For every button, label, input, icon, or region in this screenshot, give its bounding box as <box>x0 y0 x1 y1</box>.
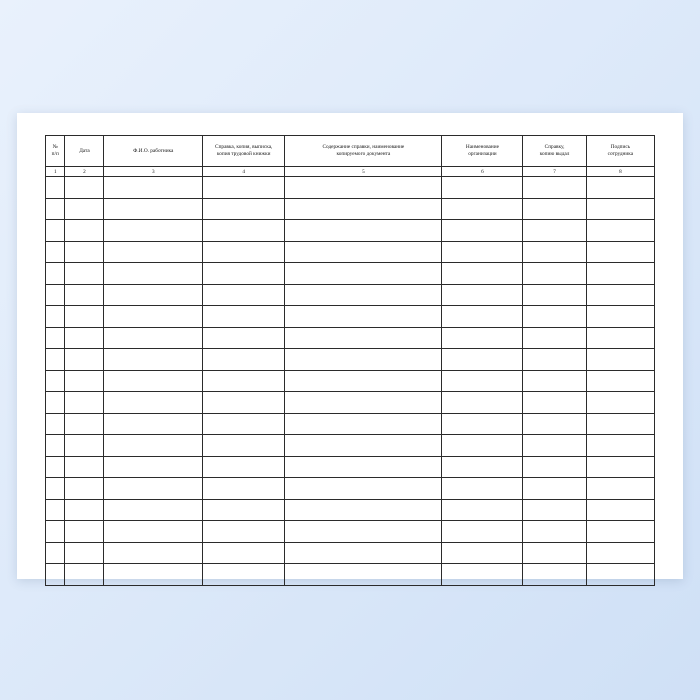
table-cell[interactable] <box>46 370 65 392</box>
table-cell[interactable] <box>104 263 203 285</box>
table-cell[interactable] <box>46 306 65 328</box>
table-cell[interactable] <box>586 370 654 392</box>
column-header-line: Дата <box>79 147 90 154</box>
table-cell[interactable] <box>442 177 523 199</box>
table-cell[interactable] <box>46 220 65 242</box>
table-cell[interactable] <box>104 370 203 392</box>
column-header-organization <box>442 136 523 167</box>
table-cell[interactable] <box>46 435 65 457</box>
table-cell[interactable] <box>285 413 442 435</box>
table-cell[interactable] <box>586 349 654 371</box>
table-cell[interactable] <box>442 499 523 521</box>
table-cell[interactable] <box>104 349 203 371</box>
table-cell[interactable] <box>523 542 586 564</box>
table-cell[interactable] <box>65 413 104 435</box>
table-cell[interactable] <box>104 456 203 478</box>
table-cell[interactable] <box>523 220 586 242</box>
table-cell[interactable] <box>203 392 285 414</box>
column-header-line: п/п <box>51 151 59 157</box>
table-cell[interactable] <box>65 327 104 349</box>
table-cell[interactable] <box>586 263 654 285</box>
table-cell[interactable] <box>104 177 203 199</box>
table-cell[interactable] <box>203 220 285 242</box>
table-cell[interactable] <box>104 564 203 586</box>
table-cell[interactable] <box>104 521 203 543</box>
table-cell[interactable] <box>104 413 203 435</box>
table-cell[interactable] <box>65 370 104 392</box>
table-cell[interactable] <box>442 413 523 435</box>
table-cell[interactable] <box>203 499 285 521</box>
table-row[interactable] <box>46 370 655 392</box>
column-header-line: Справку, <box>544 144 565 151</box>
column-header-employee-signature <box>586 136 654 167</box>
table-cell[interactable] <box>65 564 104 586</box>
table-cell[interactable] <box>586 306 654 328</box>
table-cell[interactable] <box>65 435 104 457</box>
table-cell[interactable] <box>65 198 104 220</box>
table-cell[interactable] <box>203 413 285 435</box>
table-cell[interactable] <box>285 521 442 543</box>
table-cell[interactable] <box>523 478 586 500</box>
table-cell[interactable] <box>442 306 523 328</box>
column-header-content <box>285 136 442 167</box>
table-cell[interactable] <box>203 198 285 220</box>
table-cell[interactable] <box>46 413 65 435</box>
column-header-line: Наименование <box>465 144 499 151</box>
table-cell[interactable] <box>586 327 654 349</box>
table-cell[interactable] <box>285 284 442 306</box>
table-cell[interactable] <box>442 478 523 500</box>
table-cell[interactable] <box>586 564 654 586</box>
table-row[interactable] <box>46 413 655 435</box>
table-cell[interactable] <box>104 306 203 328</box>
table-row[interactable] <box>46 521 655 543</box>
table-row[interactable] <box>46 306 655 328</box>
column-header-line: копию выдал <box>539 151 570 157</box>
table-cell[interactable] <box>203 456 285 478</box>
column-header-line: копия трудовой книжки <box>216 151 271 157</box>
table-cell[interactable] <box>46 241 65 263</box>
table-cell[interactable] <box>65 521 104 543</box>
table-cell[interactable] <box>65 456 104 478</box>
table-cell[interactable] <box>203 349 285 371</box>
table-cell[interactable] <box>523 392 586 414</box>
table-cell[interactable] <box>523 564 586 586</box>
table-cell[interactable] <box>104 284 203 306</box>
table-row[interactable] <box>46 349 655 371</box>
table-row[interactable] <box>46 542 655 564</box>
column-number-cell: 7 <box>523 167 586 177</box>
table-cell[interactable] <box>285 435 442 457</box>
column-header-document-type <box>203 136 285 167</box>
table-cell[interactable] <box>285 349 442 371</box>
table-row[interactable] <box>46 478 655 500</box>
table-cell[interactable] <box>586 499 654 521</box>
table-cell[interactable] <box>523 499 586 521</box>
table-cell[interactable] <box>586 392 654 414</box>
table-cell[interactable] <box>46 478 65 500</box>
document-sheet <box>17 113 683 579</box>
table-cell[interactable] <box>523 413 586 435</box>
column-number-cell: 1 <box>46 167 65 177</box>
table-cell[interactable] <box>46 263 65 285</box>
table-cell[interactable] <box>65 478 104 500</box>
table-cell[interactable] <box>586 220 654 242</box>
table-cell[interactable] <box>65 349 104 371</box>
table-cell[interactable] <box>442 456 523 478</box>
table-cell[interactable] <box>46 284 65 306</box>
column-number-row <box>46 167 655 177</box>
table-cell[interactable] <box>104 220 203 242</box>
table-cell[interactable] <box>442 542 523 564</box>
table-cell[interactable] <box>203 478 285 500</box>
table-cell[interactable] <box>65 306 104 328</box>
table-row[interactable] <box>46 327 655 349</box>
column-header-employee-name <box>104 136 203 167</box>
table-cell[interactable] <box>285 263 442 285</box>
table-cell[interactable] <box>285 220 442 242</box>
column-header-line: Справка, копия, выписка, <box>215 144 273 151</box>
table-cell[interactable] <box>203 241 285 263</box>
table-cell[interactable] <box>65 392 104 414</box>
table-row[interactable] <box>46 456 655 478</box>
table-cell[interactable] <box>104 198 203 220</box>
table-cell[interactable] <box>442 263 523 285</box>
table-cell[interactable] <box>203 177 285 199</box>
table-cell[interactable] <box>523 435 586 457</box>
table-cell[interactable] <box>442 521 523 543</box>
table-cell[interactable] <box>46 456 65 478</box>
table-cell[interactable] <box>586 177 654 199</box>
table-cell[interactable] <box>65 499 104 521</box>
table-cell[interactable] <box>442 392 523 414</box>
table-cell[interactable] <box>104 327 203 349</box>
table-cell[interactable] <box>523 521 586 543</box>
table-header-row <box>46 136 655 167</box>
table-cell[interactable] <box>203 435 285 457</box>
table-cell[interactable] <box>285 327 442 349</box>
table-cell[interactable] <box>586 456 654 478</box>
table-cell[interactable] <box>65 220 104 242</box>
table-row[interactable] <box>46 392 655 414</box>
table-cell[interactable] <box>285 306 442 328</box>
column-number-cell: 5 <box>285 167 442 177</box>
table-row[interactable] <box>46 435 655 457</box>
table-cell[interactable] <box>203 564 285 586</box>
table-cell[interactable] <box>442 327 523 349</box>
table-cell[interactable] <box>442 284 523 306</box>
journal-table <box>45 135 655 586</box>
table-cell[interactable] <box>104 241 203 263</box>
column-number-cell: 8 <box>586 167 654 177</box>
table-cell[interactable] <box>586 284 654 306</box>
table-cell[interactable] <box>523 263 586 285</box>
table-row[interactable] <box>46 177 655 199</box>
table-cell[interactable] <box>285 542 442 564</box>
column-number-cell: 2 <box>65 167 104 177</box>
table-cell[interactable] <box>104 478 203 500</box>
table-cell[interactable] <box>65 284 104 306</box>
column-header-line: № <box>52 144 58 151</box>
table-cell[interactable] <box>442 220 523 242</box>
table-cell[interactable] <box>523 177 586 199</box>
column-header-line: копируемого документа <box>336 151 391 157</box>
column-header-line: организации <box>468 151 497 157</box>
table-cell[interactable] <box>203 370 285 392</box>
table-cell[interactable] <box>442 349 523 371</box>
column-number-cell: 4 <box>203 167 285 177</box>
table-row[interactable] <box>46 284 655 306</box>
table-cell[interactable] <box>442 370 523 392</box>
table-cell[interactable] <box>285 392 442 414</box>
table-cell[interactable] <box>203 521 285 543</box>
table-cell[interactable] <box>285 499 442 521</box>
journal-table-body <box>46 177 655 586</box>
column-number-cell: 3 <box>104 167 203 177</box>
table-cell[interactable] <box>285 478 442 500</box>
table-cell[interactable] <box>203 263 285 285</box>
table-cell[interactable] <box>586 413 654 435</box>
column-number-cell: 6 <box>442 167 523 177</box>
column-header-date <box>65 136 104 167</box>
table-cell[interactable] <box>65 177 104 199</box>
table-cell[interactable] <box>46 198 65 220</box>
table-cell[interactable] <box>523 284 586 306</box>
column-header-line: Содержание справки, наименование <box>322 144 405 151</box>
table-row[interactable] <box>46 263 655 285</box>
table-cell[interactable] <box>523 327 586 349</box>
table-cell[interactable] <box>104 499 203 521</box>
table-cell[interactable] <box>285 456 442 478</box>
table-cell[interactable] <box>442 564 523 586</box>
table-cell[interactable] <box>203 542 285 564</box>
table-cell[interactable] <box>586 478 654 500</box>
table-cell[interactable] <box>104 542 203 564</box>
column-header-number <box>46 136 65 167</box>
table-cell[interactable] <box>65 241 104 263</box>
table-cell[interactable] <box>203 327 285 349</box>
table-cell[interactable] <box>46 392 65 414</box>
table-cell[interactable] <box>523 198 586 220</box>
table-cell[interactable] <box>285 370 442 392</box>
column-header-line: Подпись <box>610 144 631 151</box>
table-row[interactable] <box>46 220 655 242</box>
column-header-issued-by <box>523 136 586 167</box>
table-cell[interactable] <box>65 542 104 564</box>
table-cell[interactable] <box>46 521 65 543</box>
table-row[interactable] <box>46 564 655 586</box>
table-cell[interactable] <box>586 241 654 263</box>
table-cell[interactable] <box>442 198 523 220</box>
table-cell[interactable] <box>203 306 285 328</box>
table-cell[interactable] <box>46 327 65 349</box>
table-cell[interactable] <box>523 370 586 392</box>
table-cell[interactable] <box>104 435 203 457</box>
table-cell[interactable] <box>523 349 586 371</box>
table-cell[interactable] <box>523 306 586 328</box>
table-cell[interactable] <box>285 198 442 220</box>
table-cell[interactable] <box>46 542 65 564</box>
table-cell[interactable] <box>104 392 203 414</box>
column-header-line: сотрудника <box>607 151 634 157</box>
table-cell[interactable] <box>65 263 104 285</box>
table-cell[interactable] <box>523 456 586 478</box>
table-cell[interactable] <box>586 435 654 457</box>
table-cell[interactable] <box>586 542 654 564</box>
table-cell[interactable] <box>46 349 65 371</box>
table-cell[interactable] <box>203 284 285 306</box>
table-cell[interactable] <box>285 177 442 199</box>
table-cell[interactable] <box>442 435 523 457</box>
table-cell[interactable] <box>586 521 654 543</box>
column-header-line: Ф.И.О. работника <box>133 147 174 154</box>
table-row[interactable] <box>46 499 655 521</box>
table-cell[interactable] <box>442 241 523 263</box>
table-cell[interactable] <box>285 241 442 263</box>
table-cell[interactable] <box>523 241 586 263</box>
table-cell[interactable] <box>586 198 654 220</box>
table-cell[interactable] <box>46 177 65 199</box>
table-cell[interactable] <box>46 564 65 586</box>
document-content-area <box>45 135 655 557</box>
table-cell[interactable] <box>46 499 65 521</box>
table-row[interactable] <box>46 241 655 263</box>
table-row[interactable] <box>46 198 655 220</box>
table-cell[interactable] <box>285 564 442 586</box>
